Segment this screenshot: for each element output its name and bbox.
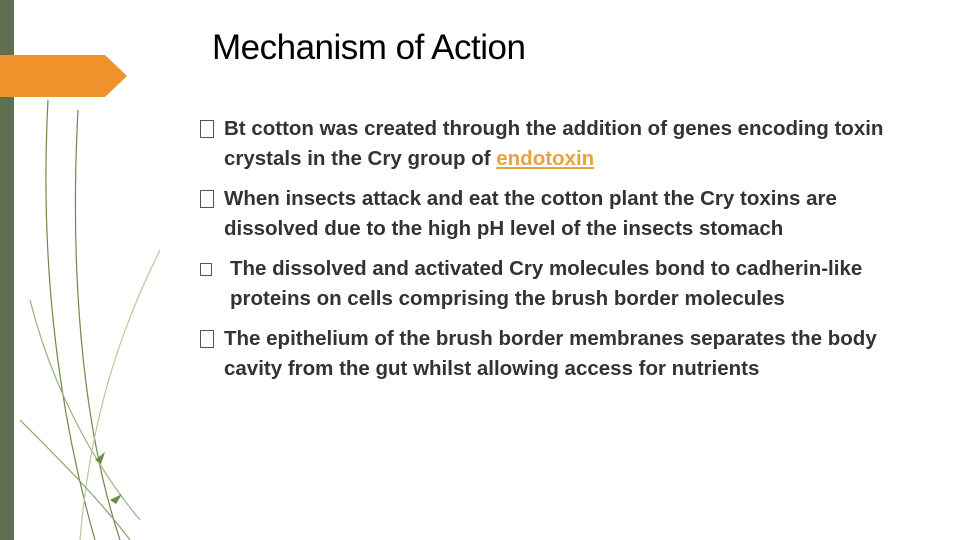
bullet-box-icon (200, 190, 214, 208)
bullet-list (200, 114, 930, 394)
bullet-box-icon (200, 330, 214, 348)
bullet-item-3 (200, 254, 930, 314)
slide-title: Mechanism of Action (212, 28, 526, 67)
bullet-text-2: When insects attack and eat the cotton plant the Cry toxins are dissolved due to the high pH level of the insects stomach (224, 187, 837, 240)
bullet-item-1 (200, 114, 930, 174)
bullet-text-3: The dissolved and activated Cry molecules bond to cadherin-like proteins on cells comprising the brush border molecules (230, 257, 863, 310)
bullet-item-4 (200, 324, 930, 384)
bullet-box-icon (200, 120, 214, 138)
bullet-box-icon (200, 263, 212, 276)
orange-tab-shape (0, 55, 127, 97)
bullet-item-2 (200, 184, 930, 244)
bullet-text-4: The epithelium of the brush border membranes separates the body cavity from the gut whilst allowing access for nutrients (224, 327, 877, 380)
bullet-text-1: Bt cotton was created through the addition of genes encoding toxin crystals in the Cry group of (224, 117, 884, 170)
endotoxin-link[interactable]: endotoxin (496, 147, 595, 170)
